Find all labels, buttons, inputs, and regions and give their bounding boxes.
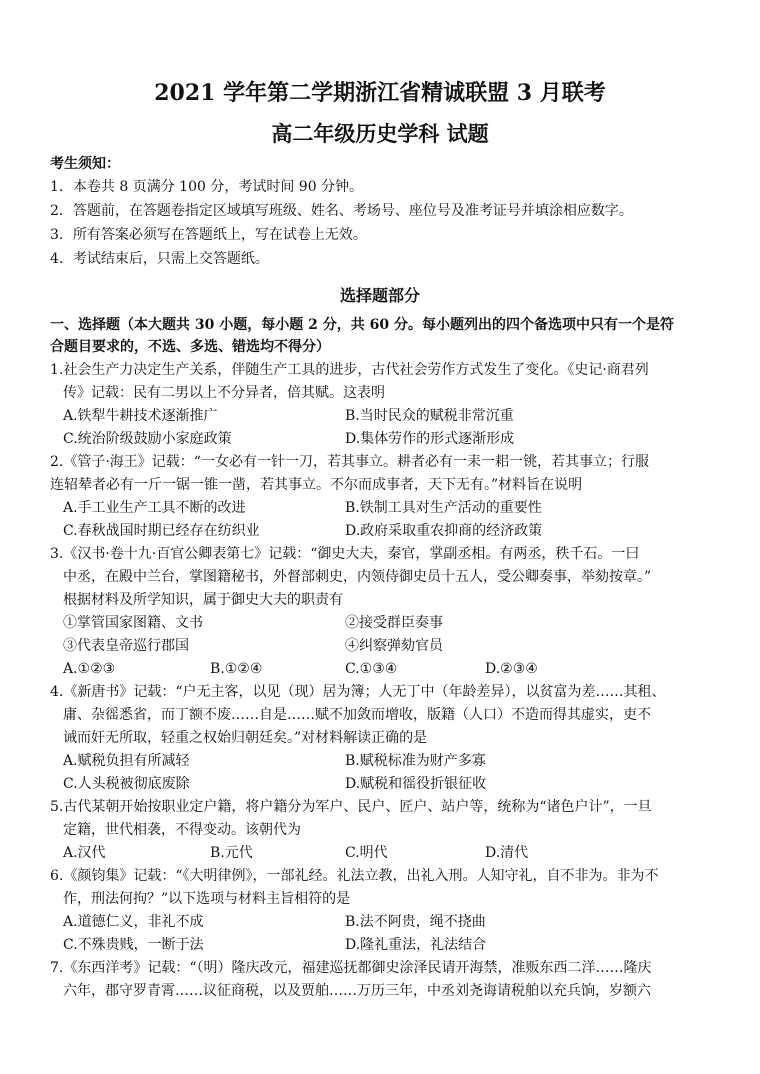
question-5-text: 5.古代某朝开始按职业定户籍，将户籍分为军户、民户、匠户、站户等，统称为“诸色户计”，一旦	[50, 799, 652, 815]
question-7-text: 7.《东西洋考》记载：“（明）隆庆改元，福建巡抚都御史涂泽民请开海禁，准贩东西二洋……隆庆	[50, 960, 652, 976]
question-3-text: 中丞，在殿中兰台，掌图籍秘书，外督部刺史，内领侍御史员十五人，受公卿奏事，举劾按章。”	[63, 569, 652, 585]
question-5-option-b: B.元代	[210, 845, 253, 861]
question-1-option-d: D.集体劳作的形式逐渐形成	[345, 431, 515, 447]
question-2-text: 2.《管子·海王》记载：“一女必有一针一刀，若其事立。耕者必有一耒一耜一铫，若其事立；行服	[50, 454, 649, 470]
question-4-text: 诫而奸无所取，轻重之权始归朝廷矣。”对材料解读正确的是	[63, 730, 428, 746]
question-3-option-c: C.①③④	[345, 661, 398, 677]
question-3-item: ①掌管国家图籍、文书	[63, 615, 203, 631]
question-1-option-c: C.统治阶级鼓励小家庭政策	[63, 431, 232, 447]
notice-item: 3．所有答案必须写在答题纸上，写在试卷上无效。	[50, 227, 367, 243]
question-4-option-c: C.人头税被彻底废除	[63, 776, 190, 792]
question-7-text: 六年，郡守罗青霄……议征商税，以及贾舶……万历三年，中丞刘尧诲请税舶以充兵饷，岁额六	[63, 983, 651, 999]
notice-item: 1．本卷共 8 页满分 100 分，考试时间 90 分钟。	[50, 179, 364, 195]
question-3-option-b: B.①②④	[210, 661, 263, 677]
question-4-text: 4.《新唐书》记载：“户无主客，以见（现）居为簿；人无丁中（年龄差异），以贫富为差……其租、	[50, 684, 666, 700]
question-5-option-a: A.汉代	[63, 845, 106, 861]
question-1-text: 1.社会生产力决定生产关系，伴随生产工具的进步，古代社会劳作方式发生了变化。《史记·商君列	[50, 362, 649, 378]
question-2-option-d: D.政府采取重农抑商的经济政策	[345, 523, 543, 539]
question-4-option-a: A.赋税负担有所减轻	[63, 753, 190, 769]
question-6-option-d: D.隆礼重法，礼法结合	[345, 937, 487, 953]
question-5-option-d: D.清代	[485, 845, 529, 861]
question-5-text: 定籍，世代相袭，不得变动。该朝代为	[63, 822, 301, 838]
question-2-option-a: A.手工业生产工具不断的改进	[63, 500, 246, 516]
question-6-text: 作，刑法何拘？”以下选项与材料主旨相符的是	[63, 891, 351, 907]
question-1-option-a: A.铁犁牛耕技术逐渐推广	[63, 408, 218, 424]
question-3-option-d: D.②③④	[485, 661, 538, 677]
question-3-text: 3.《汉书·卷十九·百官公卿表第七》记载：“御史大夫，秦官，掌副丞相。有两丞，秩千石。一曰	[50, 546, 640, 562]
notice-item: 4．考试结束后，只需上交答题纸。	[50, 251, 269, 267]
section-instruction: 一、选择题（本大题共 30 小题，每小题 2 分，共 60 分。每小题列出的四个备选项中只有一个是符	[50, 317, 674, 333]
question-2-option-c: C.春秋战国时期已经存在纺织业	[63, 523, 260, 539]
question-4-text: 庸、杂徭悉省，而丁额不废……自是……赋不加敛而增收，版籍（人口）不造而得其虚实，吏不	[63, 707, 651, 723]
question-5-option-c: C.明代	[345, 845, 388, 861]
question-1-text: 传》记载：民有二男以上不分异者，倍其赋。这表明	[63, 385, 385, 401]
question-4-option-b: B.赋税标准为财产多寡	[345, 753, 486, 769]
question-4-option-d: D.赋税和徭役折银征收	[345, 776, 487, 792]
question-3-text: 根据材料及所学知识，属于御史大夫的职责有	[63, 592, 343, 608]
question-1-option-b: B.当时民众的赋税非常沉重	[345, 408, 514, 424]
notice-heading: 考生须知：	[50, 156, 120, 172]
question-6-option-c: C.不殊贵贱，一断于法	[63, 937, 204, 953]
section-instruction: 合题目要求的，不选、多选、错选均不得分）	[50, 339, 330, 355]
question-6-option-a: A.道德仁义，非礼不成	[63, 914, 204, 930]
question-6-option-b: B.法不阿贵，绳不挠曲	[345, 914, 486, 930]
question-2-option-b: B.铁制工具对生产活动的重要性	[345, 500, 542, 516]
question-6-text: 6.《颜钧集》记载：“《大明律例》，一部礼经。礼法立教，出礼入刑。人知守礼，自不非为。非为不	[50, 868, 659, 884]
question-3-item: ②接受群臣奏事	[345, 615, 443, 631]
question-3-item: ④纠察弹劾官员	[345, 638, 443, 654]
exam-subtitle: 高二年级历史学科 试题	[271, 121, 489, 146]
section-title: 选择题部分	[339, 286, 420, 305]
question-3-item: ③代表皇帝巡行郡国	[63, 638, 189, 654]
question-3-option-a: A.①②③	[63, 661, 116, 677]
exam-title: 2021 学年第二学期浙江省精诚联盟 3 月联考	[154, 80, 606, 106]
question-2-text: 连轺辇者必有一斤一锯一锥一凿，若其事立。不尔而成事者，天下无有。”材料旨在说明	[50, 477, 583, 493]
notice-item: 2．答题前，在答题卷指定区域填写班级、姓名、考场号、座位号及准考证号并填涂相应数字。	[50, 203, 633, 219]
